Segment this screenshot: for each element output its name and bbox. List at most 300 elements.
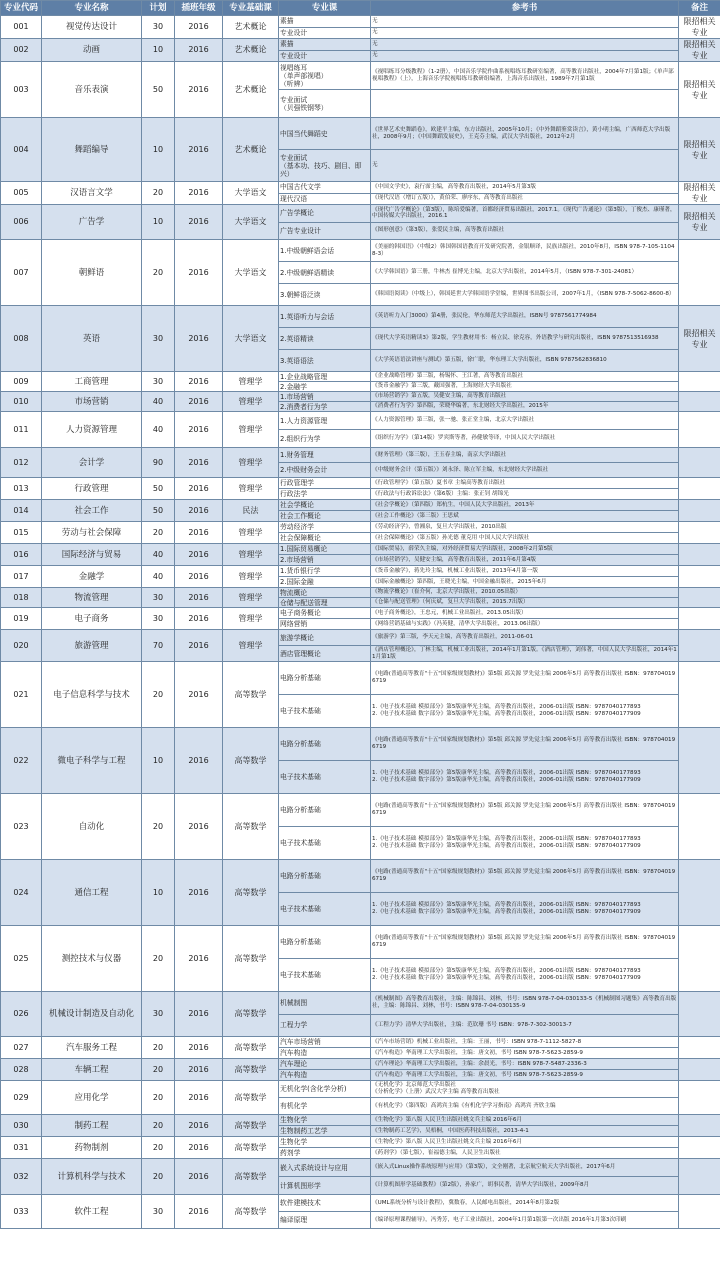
major-name: 会计学 <box>42 448 142 478</box>
plan-count: 30 <box>142 992 175 1037</box>
remark <box>679 1037 720 1059</box>
table-row <box>1 588 720 598</box>
major-code: 014 <box>1 500 42 522</box>
entry-year: 2016 <box>175 240 223 306</box>
major-name: 视觉传达设计 <box>42 16 142 39</box>
remark <box>679 926 720 992</box>
plan-count: 30 <box>142 588 175 608</box>
header-name: 专业名称 <box>42 1 142 16</box>
major-name: 汉语言文学 <box>42 182 142 205</box>
reference-book: 《汽车构造》华南理工大学出版社，主编：唐文初，书号 ISBN 978-7-5623-2859-9 <box>371 1048 679 1059</box>
base-course: 高等数学 <box>223 662 279 728</box>
reference-book: 《中国文学史》，袁行霈主编，高等教育出版社，2014年5月第3版 <box>371 182 679 194</box>
reference-book: 《美丽的韩国语》（中级2）韩国韩国语教育开发研究院著，金银顺译，民族出版社，2010年8月，ISBN 978-7-105-11048-3） <box>371 240 679 262</box>
entry-year: 2016 <box>175 608 223 630</box>
major-course: 旅游学概论 <box>279 630 371 646</box>
major-course: 电路分析基础 <box>279 662 371 695</box>
major-course: 1.人力资源管理 <box>279 412 371 430</box>
base-course: 管理学 <box>223 448 279 478</box>
entry-year: 2016 <box>175 118 223 182</box>
major-course: 物流概论 <box>279 588 371 598</box>
base-course: 管理学 <box>223 588 279 608</box>
major-course: 汽车理论 <box>279 1059 371 1070</box>
major-course: 1.国际贸易概论 <box>279 544 371 555</box>
reference-book: 《无机化学》北京师范大学出版社 《分析化学》（上册）武汉大学主编 高等教育出版社 <box>371 1081 679 1098</box>
major-name: 旅游管理 <box>42 630 142 662</box>
major-name: 物流管理 <box>42 588 142 608</box>
table-row <box>1 926 720 959</box>
major-course: 汽车市场营销 <box>279 1037 371 1048</box>
plan-count: 30 <box>142 372 175 392</box>
major-name: 行政管理 <box>42 478 142 500</box>
reference-book: 1.《电子技术基础 模拟部分》第5版康华光主编，高等教育出版社，2006-01出版 ISBN：9787040177893 2.《电子技术基础 数字部分》第5版康华光主编，高等教育出版社，2006-01出版 ISBN：9787040177909 <box>371 827 679 860</box>
major-name: 音乐表演 <box>42 62 142 118</box>
major-course: 电子技术基础 <box>279 959 371 992</box>
remark <box>679 240 720 306</box>
major-course: 2.消费者行为学 <box>279 402 371 412</box>
reference-book: 无 <box>371 27 679 39</box>
reference-book: 1.《电子技术基础 模拟部分》第5版康华光主编，高等教育出版社，2006-01出版 ISBN：9787040177893 2.《电子技术基础 数字部分》第5版康华光主编，高等教育出版社，2006-01出版 ISBN：9787040177909 <box>371 761 679 794</box>
reference-book: 《国际贸易》，薛荣久主编，对外经济贸易大学出版社，2008年2月第5版 <box>371 544 679 555</box>
table-row <box>1 118 720 150</box>
major-course: 电子商务概论 <box>279 608 371 619</box>
plan-count: 20 <box>142 794 175 860</box>
major-course: 电子技术基础 <box>279 761 371 794</box>
table-row <box>1 62 720 90</box>
major-course: 行政管理学 <box>279 478 371 489</box>
base-course: 管理学 <box>223 630 279 662</box>
table-row <box>1 794 720 827</box>
major-code: 008 <box>1 306 42 372</box>
reference-book: 《酒店管理概论》，丁林主编，机械工业出版社，2014年1月第1版。《酒店管理》，刘伟著，中国人民大学出版社，2014年11月第1版 <box>372 646 677 660</box>
major-course: 2.组织行为学 <box>279 430 371 448</box>
major-course: 汽车构造 <box>279 1070 371 1081</box>
table-header-row <box>1 1 720 16</box>
major-course: 专业设计 <box>279 27 371 39</box>
reference-book: 《UML系统分析与设计教程》，冀数春，人民邮电出版社，2014年8月第2版 <box>371 1195 679 1212</box>
remark <box>679 1195 720 1229</box>
entry-year: 2016 <box>175 500 223 522</box>
major-code: 011 <box>1 412 42 448</box>
base-course: 管理学 <box>223 522 279 544</box>
major-code: 025 <box>1 926 42 992</box>
reference-book: 《生物化学》第八版 人民卫生出版社姚文兵主编 2016年6月 <box>371 1115 679 1126</box>
table-row <box>1 478 720 489</box>
major-name: 计算机科学与技术 <box>42 1159 142 1195</box>
base-course: 高等数学 <box>223 860 279 926</box>
major-course: 电路分析基础 <box>279 794 371 827</box>
remark: 限招相关专业 <box>679 16 720 39</box>
major-name: 药物制剂 <box>42 1137 142 1159</box>
major-name: 测控技术与仪器 <box>42 926 142 992</box>
major-code: 001 <box>1 16 42 39</box>
entry-year: 2016 <box>175 16 223 39</box>
plan-count: 70 <box>142 630 175 662</box>
major-code: 028 <box>1 1059 42 1081</box>
base-course: 高等数学 <box>223 926 279 992</box>
major-name: 软件工程 <box>42 1195 142 1229</box>
entry-year: 2016 <box>175 1059 223 1081</box>
reference-book: 《计算机图形学基础教程》（第2版），孙家广，胡事民著，清华大学出版社，2009年8月 <box>371 1177 679 1195</box>
major-name: 制药工程 <box>42 1115 142 1137</box>
major-course: 2.英语精读 <box>279 328 371 350</box>
table-row <box>1 1137 720 1148</box>
major-course: 1.财务管理 <box>279 448 371 463</box>
reference-book: 《编译原理课程辅导》，冯秀芳，电子工业出版社，2004年1月第1版第一次出版 2016年1月第3次印刷 <box>371 1212 679 1229</box>
major-code: 020 <box>1 630 42 662</box>
major-course: 生物制药工艺学 <box>279 1126 371 1137</box>
reference-book: 《企业战略管理》第三版，杨锡怀、王江著，高等教育出版社 <box>371 372 679 382</box>
major-course: 药剂学 <box>279 1148 371 1159</box>
entry-year: 2016 <box>175 926 223 992</box>
major-name: 电子商务 <box>42 608 142 630</box>
entry-year: 2016 <box>175 1137 223 1159</box>
plan-count: 20 <box>142 1037 175 1059</box>
entry-year: 2016 <box>175 794 223 860</box>
reference-book: 《汽车理论》华南理工大学出版社，主编：余晨光，书号：ISBN 978-7-5487-2336-3 <box>371 1059 679 1070</box>
plan-count: 40 <box>142 544 175 566</box>
base-course: 高等数学 <box>223 1115 279 1137</box>
entry-year: 2016 <box>175 860 223 926</box>
reference-book: 《劳动经济学》，曾湘泉，复旦大学出版社，2010出版 <box>371 522 679 533</box>
major-course: 专业面试 （基本功、技巧、剧目、即兴） <box>279 150 371 182</box>
base-course: 大学语文 <box>223 205 279 240</box>
remark <box>679 794 720 860</box>
major-name: 国际经济与贸易 <box>42 544 142 566</box>
reference-book: 无 <box>371 150 679 182</box>
base-course: 高等数学 <box>223 1081 279 1115</box>
reference-book: 《汽车市场营销》机械工业出版社，主编：王丽，书号：ISBN 978-7-1112-5827-8 <box>371 1037 679 1048</box>
major-name: 工商管理 <box>42 372 142 392</box>
entry-year: 2016 <box>175 372 223 392</box>
base-course: 艺术概论 <box>223 16 279 39</box>
major-course: 编译原理 <box>279 1212 371 1229</box>
major-name: 金融学 <box>42 566 142 588</box>
major-code: 030 <box>1 1115 42 1137</box>
remark <box>679 1081 720 1115</box>
plan-count: 20 <box>142 240 175 306</box>
major-code: 023 <box>1 794 42 860</box>
table-row <box>1 1037 720 1048</box>
header-major-course: 专业课 <box>279 1 371 16</box>
plan-count: 10 <box>142 118 175 182</box>
major-name: 微电子科学与工程 <box>42 728 142 794</box>
reference-book: 《现代汉语（增订五版）》，黄伯荣、廖序东，高等教育出版社 <box>371 193 679 205</box>
major-name: 社会工作 <box>42 500 142 522</box>
reference-book: 《现代大学英语精读3》第2版，学生教材用书：杨立民、徐克容，外语教学与研究出版社，ISBN 9787513516938 <box>371 328 679 350</box>
reference-book: 《行政法与行政诉讼法》（第6版）主编：张正钊 胡锦光 <box>371 489 679 500</box>
major-name: 劳动与社会保障 <box>42 522 142 544</box>
reference-book: 《社会保障概论》（第五版）孙光德 董克用 中国人民大学出版社 <box>371 533 679 544</box>
major-course: 现代汉语 <box>279 193 371 205</box>
major-course: 中国古代文学 <box>279 182 371 194</box>
plan-count: 50 <box>142 500 175 522</box>
major-name: 广告学 <box>42 205 142 240</box>
table-row <box>1 1081 720 1098</box>
reference-book: 《生物制药工艺学》，吴梧桐，中国医药科技出版社，2013-4-1 <box>371 1126 679 1137</box>
remark <box>679 728 720 794</box>
base-course: 艺术概论 <box>223 118 279 182</box>
plan-count: 20 <box>142 182 175 205</box>
reference-book: 《电路(普通高等教育"十五"国家级规划教材)》第5版 邱关源 罗先觉主编 2006年5月 高等教育出版社 ISBN：9787040196719 <box>371 662 679 695</box>
base-course: 管理学 <box>223 392 279 412</box>
major-course: 广告专业设计 <box>279 222 371 240</box>
plan-count: 20 <box>142 926 175 992</box>
base-course: 高等数学 <box>223 1037 279 1059</box>
major-course: 社会工作概论 <box>279 511 371 522</box>
table-row <box>1 16 720 28</box>
header-year: 插班年级 <box>175 1 223 16</box>
header-reference: 参考书 <box>371 1 679 16</box>
major-course: 专业设计 <box>279 50 371 62</box>
base-course: 高等数学 <box>223 1137 279 1159</box>
header-note: 备注 <box>679 1 720 16</box>
table-row <box>1 630 720 646</box>
base-course: 高等数学 <box>223 1059 279 1081</box>
major-code: 002 <box>1 39 42 62</box>
reference-book: 《电路(普通高等教育"十五"国家级规划教材)》第5版 邱关源 罗先觉主编 2006年5月 高等教育出版社 ISBN：9787040196719 <box>371 728 679 761</box>
entry-year: 2016 <box>175 62 223 118</box>
reference-book: 《财务管理》（第三版），王玉春主编，南京大学出版社 <box>371 448 679 463</box>
reference-book: 《物流学概论》（崔介何，北京大学出版社，2010.05出版） <box>371 588 679 598</box>
entry-year: 2016 <box>175 306 223 372</box>
major-course: 2.市场营销 <box>279 555 371 566</box>
remark <box>679 522 720 544</box>
plan-count: 30 <box>142 1195 175 1229</box>
major-code: 024 <box>1 860 42 926</box>
remark: 限招相关专业 <box>679 182 720 205</box>
major-name: 电子信息科学与技术 <box>42 662 142 728</box>
major-course: 电子技术基础 <box>279 893 371 926</box>
plan-count: 20 <box>142 1115 175 1137</box>
remark <box>679 662 720 728</box>
remark <box>679 1137 720 1159</box>
reference-book: 1.《电子技术基础 模拟部分》第5版康华光主编，高等教育出版社，2006-01出版 ISBN：9787040177893 2.《电子技术基础 数字部分》第5版康华光主编，高等教育出版社，2006-01出版 ISBN：9787040177909 <box>371 695 679 728</box>
major-code: 010 <box>1 392 42 412</box>
entry-year: 2016 <box>175 1037 223 1059</box>
major-course: 劳动经济学 <box>279 522 371 533</box>
base-course: 高等数学 <box>223 728 279 794</box>
major-code: 019 <box>1 608 42 630</box>
reference-book: 《仓储与配送管理》（何庆斌，复旦大学出版社，2015.7出版） <box>371 598 679 608</box>
major-course: 社会学概论 <box>279 500 371 511</box>
major-code: 033 <box>1 1195 42 1229</box>
entry-year: 2016 <box>175 630 223 662</box>
major-code: 007 <box>1 240 42 306</box>
base-course: 管理学 <box>223 478 279 500</box>
base-course: 高等数学 <box>223 992 279 1037</box>
reference-book: 《视唱练耳分级教程》（1-2册），中国音乐学院作曲系视唱练耳教研室编著，高等教育出版社，2004年7月第1版；《单声部视唱教程》（上），上海音乐学院视唱练耳教研组编著，上海音乐出版社，1989年7月第1版 <box>371 62 679 90</box>
major-name: 应用化学 <box>42 1081 142 1115</box>
major-course: 1.中级朝鲜语会话 <box>279 240 371 262</box>
major-code: 021 <box>1 662 42 728</box>
table-row <box>1 1195 720 1212</box>
entry-year: 2016 <box>175 392 223 412</box>
entry-year: 2016 <box>175 182 223 205</box>
major-code: 005 <box>1 182 42 205</box>
reference-book: 《旅游学》第三版，李天元主编，高等教育出版社，2011-06-01 <box>371 630 679 646</box>
reference-book: 《电路(普通高等教育"十五"国家级规划教材)》第5版 邱关源 罗先觉主编 2006年5月 高等教育出版社 ISBN：9787040196719 <box>371 794 679 827</box>
entry-year: 2016 <box>175 1115 223 1137</box>
base-course: 高等数学 <box>223 1159 279 1195</box>
major-name: 通信工程 <box>42 860 142 926</box>
major-course: 2.金融学 <box>279 382 371 392</box>
major-course: 无机化学(含化学分析) <box>279 1081 371 1098</box>
table-row <box>1 205 720 223</box>
major-name: 机械设计制造及自动化 <box>42 992 142 1037</box>
remark <box>679 500 720 522</box>
reference-book: 无 <box>371 39 679 51</box>
remark <box>679 372 720 392</box>
remark <box>679 566 720 588</box>
reference-book: 《机械制图》高等教育出版社，主编：陈锦昌、刘林，书号：ISBN 978-7-04-030133-5《机械制图习题集》高等教育出版社，主编：陈锦昌、刘林，书号：ISBN 978-7-04-030135-9 <box>371 992 679 1015</box>
plan-count: 20 <box>142 1159 175 1195</box>
table-row <box>1 992 720 1015</box>
base-course: 高等数学 <box>223 1195 279 1229</box>
table-row <box>1 860 720 893</box>
reference-book: 《现代广告学概论》（第3版），陈培爱编著，首都经济贸易出版社，2017.1。《现代广告通论》（第3版），丁俊杰、康瑾著，中国传媒大学出版社，2016.1 <box>371 205 679 223</box>
major-course: 3.朝鲜语泛读 <box>279 284 371 306</box>
reference-book: 《货币金融学》第三版，戴国强著，上海财经大学出版社 <box>371 382 679 392</box>
entry-year: 2016 <box>175 412 223 448</box>
remark <box>679 448 720 478</box>
major-name: 舞蹈编导 <box>42 118 142 182</box>
remark <box>679 608 720 630</box>
major-code: 029 <box>1 1081 42 1115</box>
table-row <box>1 372 720 382</box>
entry-year: 2016 <box>175 522 223 544</box>
remark <box>679 860 720 926</box>
table-row <box>1 566 720 577</box>
major-code: 018 <box>1 588 42 608</box>
reference-book: 《汽车构造》华南理工大学出版社，主编：唐文初，书号 ISBN 978-7-5623-2859-9 <box>371 1070 679 1081</box>
major-code: 004 <box>1 118 42 182</box>
remark <box>679 392 720 412</box>
major-course: 行政法学 <box>279 489 371 500</box>
reference-book: 《市场营销学》第五版，吴健安主编，高等教育出版社 <box>371 392 679 402</box>
entry-year: 2016 <box>175 205 223 240</box>
entry-year: 2016 <box>175 1195 223 1229</box>
major-code: 017 <box>1 566 42 588</box>
major-code: 013 <box>1 478 42 500</box>
remark <box>679 1115 720 1137</box>
entry-year: 2016 <box>175 544 223 566</box>
remark: 限招相关专业 <box>679 39 720 62</box>
reference-book: 1.《电子技术基础 模拟部分》第5版康华光主编，高等教育出版社，2006-01出版 ISBN：9787040177893 2.《电子技术基础 数字部分》第5版康华光主编，高等教育出版社，2006-01出版 ISBN：9787040177909 <box>371 959 679 992</box>
major-course: 广告学概论 <box>279 205 371 223</box>
major-code: 003 <box>1 62 42 118</box>
table-row <box>1 1159 720 1177</box>
major-course: 仓储与配送管理 <box>279 598 371 608</box>
reference-book: 《社会工作概论》（第三版）王思斌 <box>371 511 679 522</box>
plan-count: 40 <box>142 392 175 412</box>
reference-book: 《网络营销基础与实践》（冯英健，清华大学出版社，2013.06出版） <box>371 619 679 630</box>
reference-book: 《组织行为学》（第14版）罗宾斯等著，孙健敏等译，中国人民大学出版社 <box>371 430 679 448</box>
major-course: 3.英语语法 <box>279 350 371 372</box>
remark: 限招相关专业 <box>679 62 720 118</box>
remark <box>679 588 720 608</box>
table-row <box>1 728 720 761</box>
major-name: 市场营销 <box>42 392 142 412</box>
table-row <box>1 182 720 194</box>
base-course: 大学语文 <box>223 182 279 205</box>
reference-book: 《电子商务概论》，王忠元，机械工业出版社，2013.05出版） <box>371 608 679 619</box>
remark: 限招相关专业 <box>679 205 720 240</box>
plan-count: 10 <box>142 39 175 62</box>
entry-year: 2016 <box>175 448 223 478</box>
table-row <box>1 662 720 695</box>
table-row <box>1 608 720 619</box>
major-course: 视唱练耳 （单声部视唱） （听辨） <box>279 62 371 90</box>
plan-count: 30 <box>142 608 175 630</box>
table-row <box>1 1059 720 1070</box>
major-course: 素描 <box>279 16 371 28</box>
major-course: 1.英语听力与会话 <box>279 306 371 328</box>
major-course: 1.企业战略管理 <box>279 372 371 382</box>
reference-book: 《世界艺术史舞蹈卷》，欧建平主编，东方出版社，2005年10月；《中外舞蹈鉴赏读言》，黄小明主编，广西师范大学出版社，2008年9月；《中国舞蹈发展史》，王克芬主编，武汉大学出版社，2012年2月 <box>371 118 679 150</box>
reference-book: 《生物化学》第八版 人民卫生出版社姚文兵主编 2016年6月 <box>371 1137 679 1148</box>
major-course: 工程力学 <box>279 1014 371 1037</box>
base-course: 管理学 <box>223 372 279 392</box>
table-row <box>1 500 720 511</box>
major-course: 酒店管理概论 <box>279 646 371 662</box>
entry-year: 2016 <box>175 588 223 608</box>
header-code: 专业代码 <box>1 1 42 16</box>
table-row <box>1 544 720 555</box>
reference-book: 《图形创意》（第3版），张爱民主编，高等教育出版社 <box>371 222 679 240</box>
base-course: 管理学 <box>223 544 279 566</box>
remark: 限招相关专业 <box>679 306 720 372</box>
entry-year: 2016 <box>175 992 223 1037</box>
entry-year: 2016 <box>175 478 223 500</box>
plan-count: 50 <box>142 478 175 500</box>
plan-count: 30 <box>142 306 175 372</box>
remark <box>679 544 720 566</box>
major-code: 027 <box>1 1037 42 1059</box>
reference-book: 《英语听力入门3000》第4册，张民伦，华东师范大学出版社，ISBN号 9787561774984 <box>371 306 679 328</box>
major-course: 电路分析基础 <box>279 728 371 761</box>
reference-book: 《货币金融学》，蒋先玲主编，机械工业出版社，2013年4月第一版 <box>371 566 679 577</box>
plan-count: 10 <box>142 860 175 926</box>
plan-count: 20 <box>142 1137 175 1159</box>
base-course: 高等数学 <box>223 794 279 860</box>
base-course: 大学语文 <box>223 306 279 372</box>
major-code: 015 <box>1 522 42 544</box>
major-name: 朝鲜语 <box>42 240 142 306</box>
plan-count: 10 <box>142 728 175 794</box>
base-course: 艺术概论 <box>223 39 279 62</box>
reference-book: 《市场营销学》，吴健安主编，高等教育出版社，2011年6月第4版 <box>371 555 679 566</box>
major-code: 022 <box>1 728 42 794</box>
reference-book: 《行政管理学》（第五版）夏书章 主编高等教育出版社 <box>371 478 679 489</box>
table-row <box>1 392 720 402</box>
major-code: 016 <box>1 544 42 566</box>
reference-book: 《社会学概论》（第四版）郑杭生，中国人民大学出版社，2013年 <box>371 500 679 511</box>
major-course: 电路分析基础 <box>279 860 371 893</box>
reference-book: 《大学英语语法讲座与测试》第五版，徐广联，华东理工大学出版社，ISBN 9787562836810 <box>371 350 679 372</box>
reference-book: 《药剂学》（第七版），崔福德主编，人民卫生出版社 <box>371 1148 679 1159</box>
plan-count: 50 <box>142 62 175 118</box>
major-course: 生物化学 <box>279 1137 371 1148</box>
reference-book: 《嵌入式Linux操作系统原理与应用》（第3版），文全刚著，北京航空航天大学出版社，2017年6月 <box>371 1159 679 1177</box>
plan-count: 40 <box>142 412 175 448</box>
major-course: 有机化学 <box>279 1098 371 1115</box>
base-course: 大学语文 <box>223 240 279 306</box>
table-row <box>1 39 720 51</box>
major-course: 社会保障概论 <box>279 533 371 544</box>
remark: 限招相关专业 <box>679 118 720 182</box>
reference-book: 《韩国语阅读》（中级上），韩国延世大学韩国语学堂编，世界图书出版公司，2007年1月，（ISBN 978-7-5062-8600-8） <box>371 284 679 306</box>
